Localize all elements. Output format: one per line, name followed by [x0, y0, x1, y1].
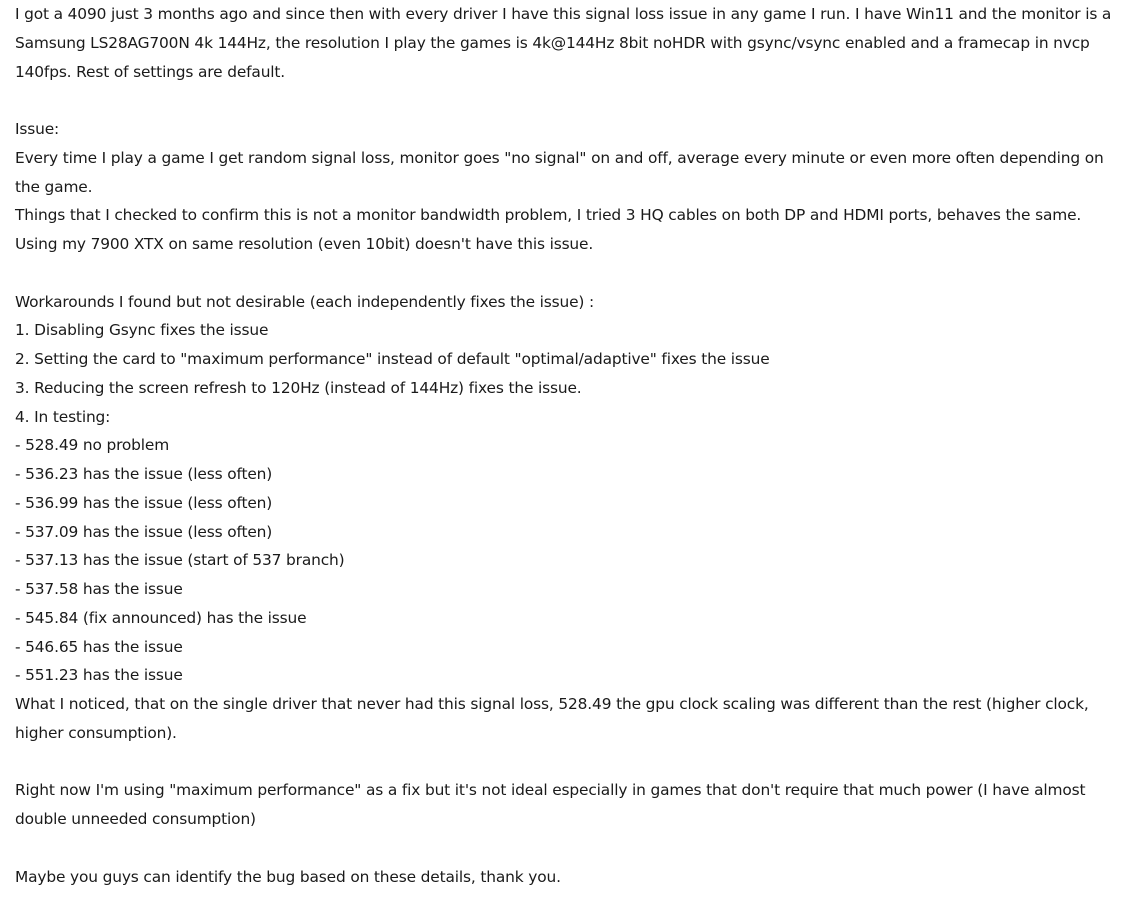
issue-description: Every time I play a game I get random signal loss, monitor goes "no signal" on and off, average every minute or even more often depending on the game. — [15, 148, 1104, 196]
paragraph-gap — [15, 748, 1112, 777]
driver-test-item: - 545.84 (fix announced) has the issue — [15, 608, 307, 627]
paragraph-gap — [15, 259, 1112, 288]
driver-test-item: - 537.58 has the issue — [15, 580, 183, 598]
driver-test-item: - 546.65 has the issue — [15, 637, 183, 656]
paragraph-gap — [15, 834, 1112, 863]
observation-paragraph: What I noticed, that on the single driver that never had this signal loss, 528.49 the gpu clock scaling was different than the rest (higher clock, higher consumption). — [15, 695, 1089, 742]
intro-paragraph: I got a 4090 just 3 months ago and since then with every driver I have this signal loss issue in any game I run. I have Win11 and the monitor is a Samsung LS28AG700N 4k 144Hz, the resolution I play the games is 4k@144Hz 8bit noHDR with gsync/vsync enabled and a framecap in nvcp 140fps. Rest of settings are default. — [15, 5, 1112, 81]
closing-paragraph: Maybe you guys can identify the bug based on these details, thank you. — [15, 867, 561, 886]
workarounds-heading: Workarounds I found but not desirable (each independently fixes the issue) : — [15, 292, 595, 311]
driver-test-item: - 537.09 has the issue (less often) — [15, 522, 273, 541]
driver-test-item: - 551.23 has the issue — [15, 666, 183, 685]
driver-test-item: - 537.13 has the issue (start of 537 branch) — [15, 551, 345, 570]
workaround-item: 3. Reducing the screen refresh to 120Hz (instead of 144Hz) fixes the issue. — [15, 378, 582, 397]
current-fix-paragraph: Right now I'm using "maximum performance" as a fix but it's not ideal especially in games that don't require that much power (I have almost double unneeded consumption) — [15, 781, 1086, 828]
issue-checks: Things that I checked to confirm this is not a monitor bandwidth problem, I tried 3 HQ cables on both DP and HDMI ports, behaves the same. Using my 7900 XTX on same resolution (even 10bit) doesn't have this issue. — [15, 206, 1082, 253]
paragraph-gap — [15, 86, 1112, 115]
workaround-item: 1. Disabling Gsync fixes the issue — [15, 321, 269, 340]
issue-heading: Issue: — [15, 120, 60, 138]
driver-test-item: - 536.99 has the issue (less often) — [15, 493, 273, 512]
workaround-item: 2. Setting the card to "maximum performance" instead of default "optimal/adaptive" fixes the issue — [15, 350, 770, 368]
workaround-item: 4. In testing: — [15, 407, 111, 426]
driver-test-item: - 536.23 has the issue (less often) — [15, 465, 273, 483]
driver-test-item: - 528.49 no problem — [15, 436, 170, 455]
